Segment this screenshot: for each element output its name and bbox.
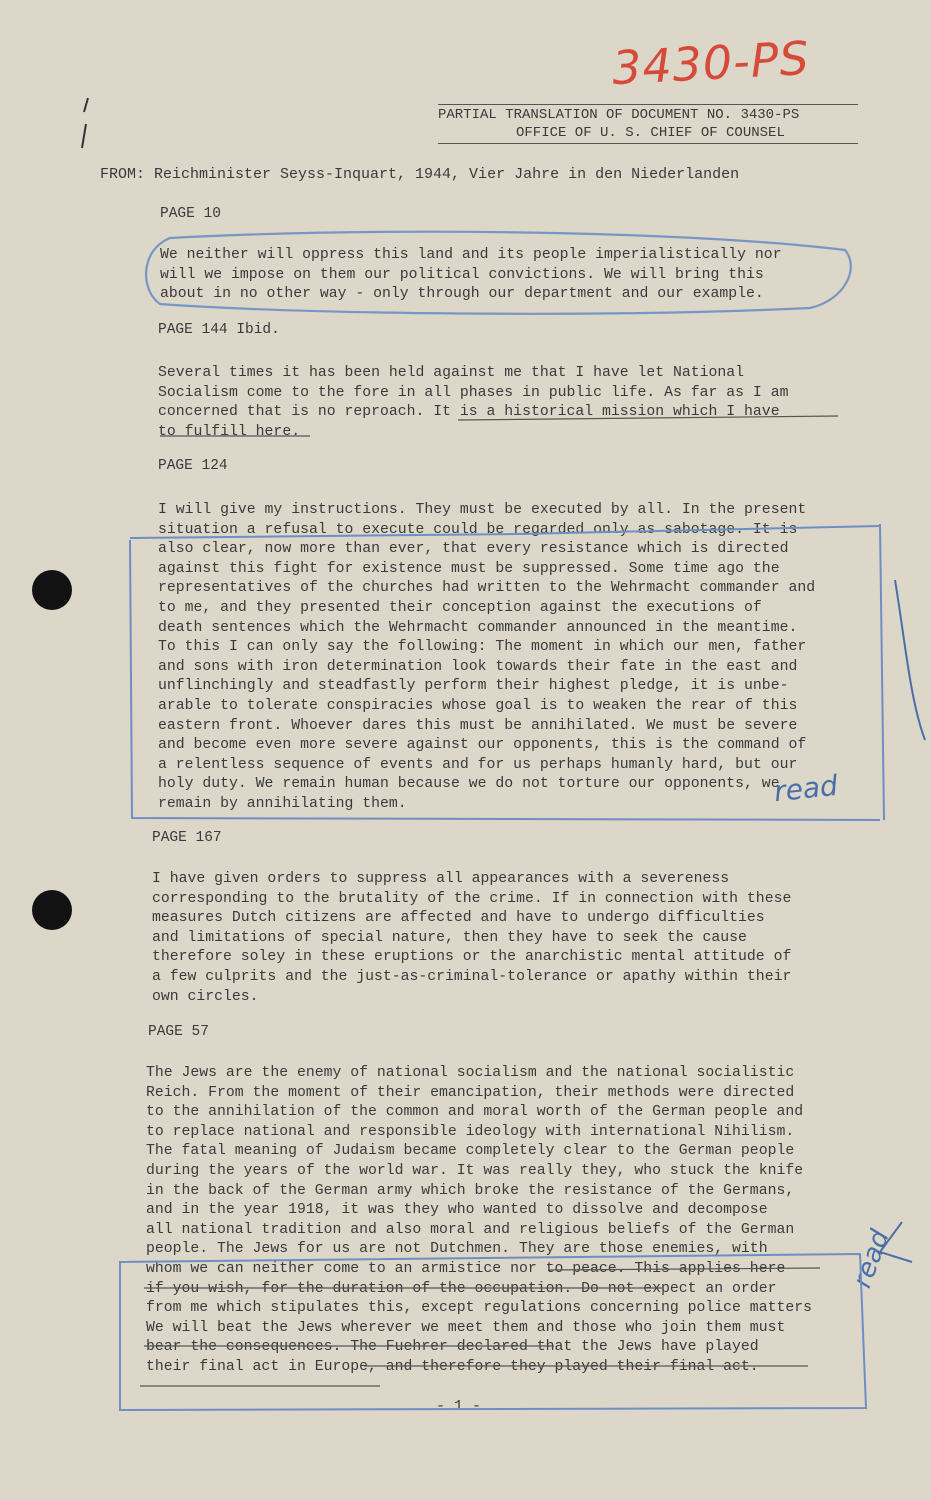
margin-note-read-2: read <box>847 1226 896 1292</box>
section-label-page-10: PAGE 10 <box>160 206 221 222</box>
source-line: FROM: Reichminister Seyss-Inquart, 1944, Vier Jahre in den Niederlanden <box>100 166 740 183</box>
section-text-page-10: We neither will oppress this land and its people imperialistically nor will we impose on them our political convictions. We will bring this about in no other way - only through our department and our example. <box>160 247 782 303</box>
punch-hole-bottom <box>32 890 72 930</box>
handwritten-document-number: 3430-PS <box>610 30 811 96</box>
section-label-page-167: PAGE 167 <box>152 830 222 846</box>
header-office: OFFICE OF U. S. CHIEF OF COUNSEL <box>438 125 858 144</box>
margin-note-read-1: read <box>772 768 840 809</box>
header-title: PARTIAL TRANSLATION OF DOCUMENT NO. 3430-PS <box>438 104 858 123</box>
section-label-page-57: PAGE 57 <box>148 1024 209 1040</box>
section-text-page-144: Several times it has been held against me that I have let National Socialism come to the fore in all phases in public life. As far as I am concerned that is no reproach. It is a historical mission which I have to fulfill here. <box>158 365 789 440</box>
punch-hole-top <box>32 570 72 610</box>
section-label-page-124: PAGE 124 <box>158 458 228 474</box>
section-text-page-167: I have given orders to suppress all appearances with a severeness corresponding to the brutality of the crime. If in connection with these measures Dutch citizens are affected and have to undergo difficulties and limitations of special nature, then they have to seek the cause therefore soley in these eruptions or the anarchistic mental attitude of a few culprits and the just-as-criminal-tolerance or apathy within their own circles. <box>152 871 792 1005</box>
section-text-page-57: The Jews are the enemy of national socialism and the national socialistic Reich. From the moment of their emancipation, their methods were directed to the annihilation of the common and moral worth of the German people and to replace national and responsible ideology with international Nihilism. The fatal meaning of Judaism became completely clear to the German people during the years of the world war. It was really they, who stuck the knife in the back of the German army which broke the resistance of the Germans, and in the year 1918, it was they who wanted to dissolve and decompose all national tradition and also moral and religious beliefs of the German people. The Jews for us are not Dutchmen. They are those enemies, with whom we can neither come to an armistice nor to peace. This applies here if you wish, for the duration of the occupation. Do not expect an order from me which stipulates this, except regulations concerning police matters We will beat the Jews wherever we meet them and those who join them must bear the consequences. The Fuehrer declared that the Jews have played their final act in Europe, and therefore they played their final act. <box>146 1065 812 1375</box>
section-label-page-144: PAGE 144 Ibid. <box>158 322 280 338</box>
section-text-page-124: I will give my instructions. They must be executed by all. In the present situation a refusal to execute could be regarded only as sabotage. It is also clear, now more than ever, that every resistance which is directed against this fight for existence must be suppressed. Some time ago the representatives of the churches had written to the Wehrmacht commander and to me, and they presented their conception against the executions of death sentences which the Wehrmacht commander announced in the meantime. To this I can only say the following: The moment in which our men, father and sons with iron determination look towards their fate in the east and unflinchingly and steadfastly perform their highest pledge, it is unbe- arable to tolerate conspiracies whose goal is to weaken the rear of this eastern front. Whoever dares this must be annihilated. We must be severe and become even more severe against our opponents, this is the command of a relentless sequence of events and for us perhaps humanly hard, but our holy duty. We remain human because we do not torture our opponents, we remain by annihilating them. <box>158 502 816 812</box>
document-header <box>438 104 858 144</box>
footer-page-number: - 1 - <box>436 1398 482 1415</box>
